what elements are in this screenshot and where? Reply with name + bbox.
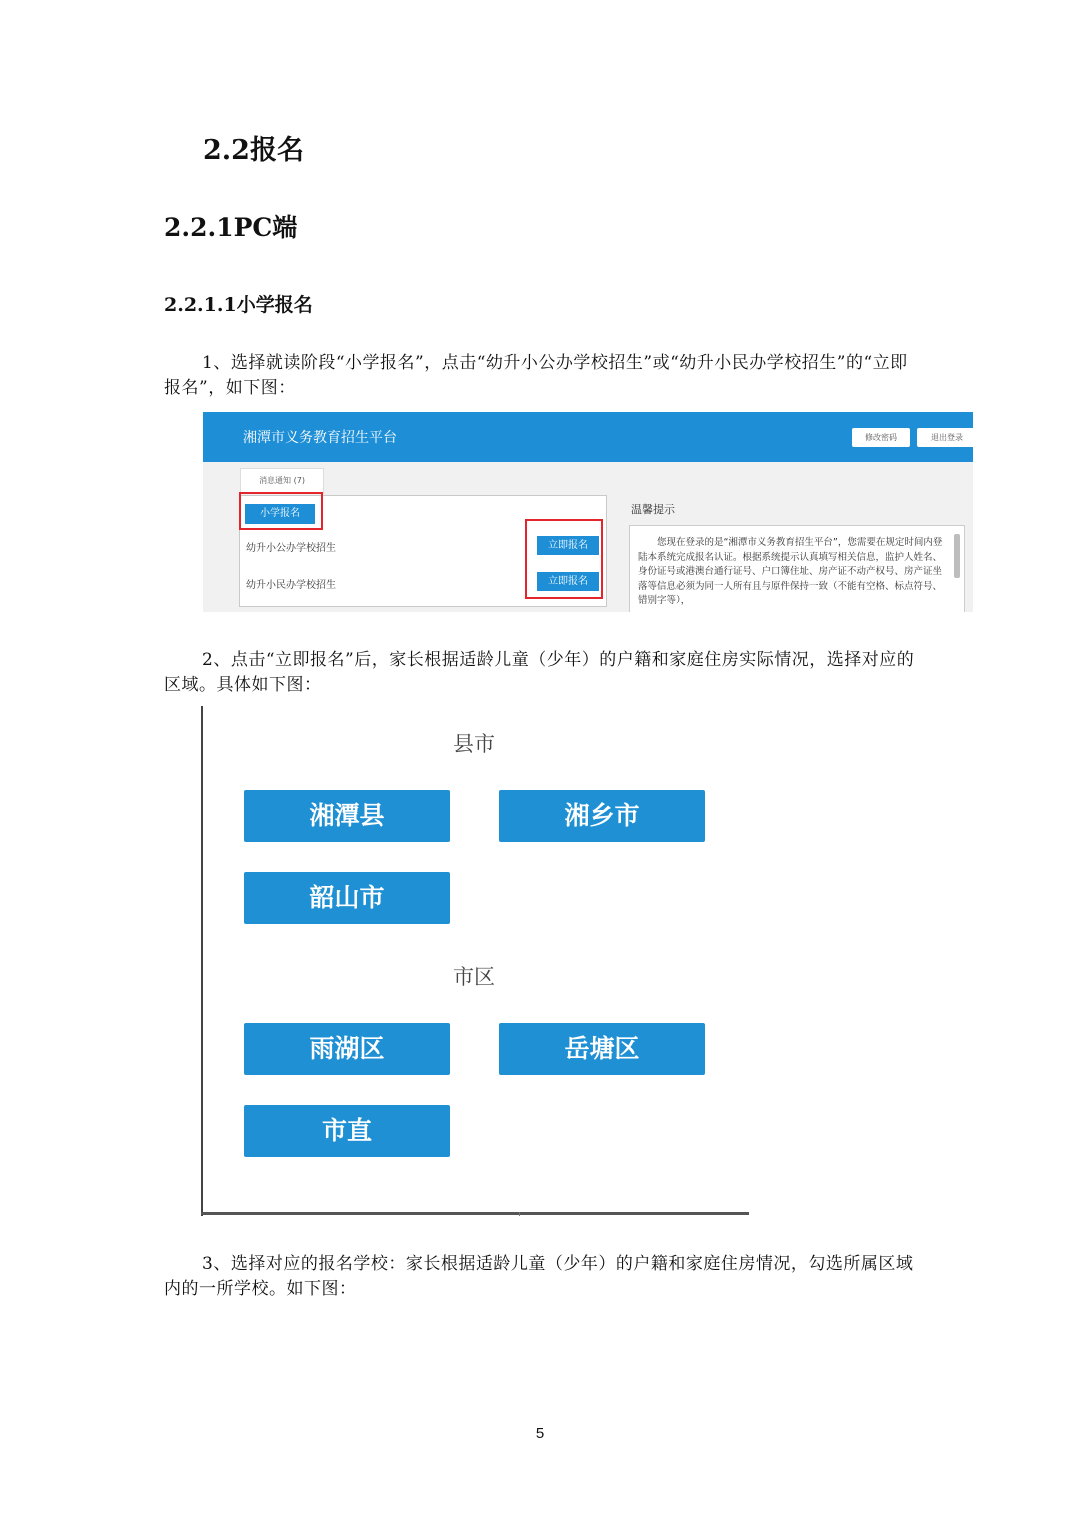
region-button-xiangtan-county[interactable]: 湘潭县 <box>244 790 450 842</box>
paragraph-step-2-text: 2、点击“立即报名”后，家长根据适龄儿童（少年）的户籍和家庭住房实际情况，选择对应的区域。具体如下图： <box>164 650 915 695</box>
app-title: 湘潭市义务教育招生平台 <box>243 430 397 446</box>
paragraph-step-1 <box>164 351 924 401</box>
logout-button[interactable]: 退出登录 <box>917 428 973 447</box>
primary-school-enroll-tab[interactable]: 小学报名 <box>245 504 315 524</box>
frame-bottom-border <box>201 1212 749 1215</box>
section-heading-2-2-1-1: 2.2.1.1小学报名 <box>164 294 313 316</box>
paragraph-step-3 <box>164 1252 924 1302</box>
notice-tab[interactable]: 消息通知 (7) <box>240 468 324 494</box>
highlight-box-stage <box>239 492 323 530</box>
public-enroll-now-button[interactable]: 立即报名 <box>537 536 599 555</box>
tips-box <box>629 525 965 612</box>
page-number: 5 <box>535 1425 545 1442</box>
paragraph-step-2 <box>164 648 924 698</box>
region-button-yuetang[interactable]: 岳塘区 <box>499 1023 705 1075</box>
app-header-bar <box>203 412 973 462</box>
section-heading-2-2: 2.2报名 <box>203 135 304 166</box>
section-heading-2-2-1: 2.2.1PC端 <box>164 213 298 242</box>
region-button-xiangxiang[interactable]: 湘乡市 <box>499 790 705 842</box>
screenshot-enrollment-page <box>203 412 973 612</box>
tips-title: 温馨提示 <box>631 503 675 516</box>
change-password-button[interactable]: 修改密码 <box>852 428 910 447</box>
highlight-box-enroll-buttons <box>525 519 603 599</box>
region-button-yuhu[interactable]: 雨湖区 <box>244 1023 450 1075</box>
tips-text: 您现在登录的是“湘潭市义务教育招生平台”，您需要在规定时间内登陆本系统完成报名认证。根据系统提示认真填写相关信息，监护人姓名、身份证号或港澳台通行证号、户口簿住址、房产证不动产权号、房产证坐落等信息必须为同一人所有且与原件保持一致（不能有空格、标点符号、错别字等）， <box>638 537 943 607</box>
screenshot-region-select <box>201 706 749 1216</box>
region-button-city-direct[interactable]: 市直 <box>244 1105 450 1157</box>
paragraph-step-1-text: 1、选择就读阶段“小学报名”，点击“幼升小公办学校招生”或“幼升小民办学校招生”的“立即报名”，如下图： <box>164 353 908 398</box>
private-enroll-now-button[interactable]: 立即报名 <box>537 572 599 591</box>
county-section-title: 县市 <box>453 732 495 756</box>
frame-left-border <box>201 706 203 1216</box>
tips-scrollbar[interactable] <box>954 534 960 578</box>
public-school-row-label: 幼升小公办学校招生 <box>246 543 336 554</box>
region-button-shaoshan[interactable]: 韶山市 <box>244 872 450 924</box>
frame-tick <box>519 1212 520 1216</box>
private-school-row-label: 幼升小民办学校招生 <box>246 580 336 591</box>
paragraph-step-3-text: 3、选择对应的报名学校：家长根据适龄儿童（少年）的户籍和家庭住房情况，勾选所属区域内的一所学校。如下图： <box>164 1254 914 1299</box>
district-section-title: 市区 <box>453 965 495 989</box>
